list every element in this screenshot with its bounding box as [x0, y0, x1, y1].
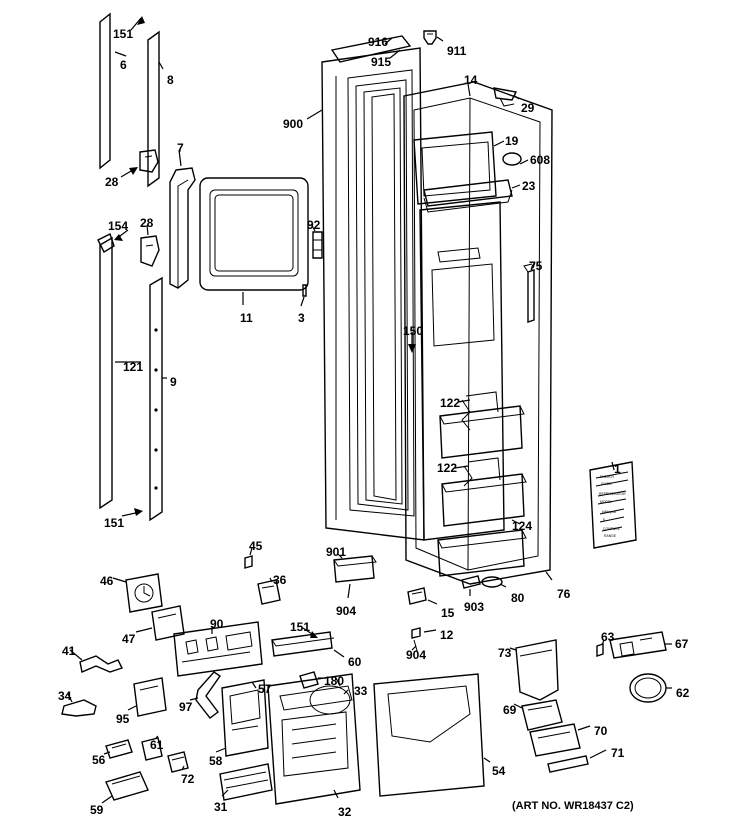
callout-7: 7	[177, 141, 184, 155]
callout-72: 72	[181, 772, 195, 786]
part-47-cover	[152, 606, 184, 640]
callout-47: 47	[122, 632, 136, 646]
callout-151: 151	[290, 620, 311, 634]
callout-124: 124	[512, 519, 533, 533]
part-3-pin	[303, 285, 306, 296]
callout-95: 95	[116, 712, 130, 726]
part-900-freezer-door	[322, 48, 424, 540]
callout-29: 29	[521, 101, 535, 115]
callout-34: 34	[58, 689, 72, 703]
callout-904: 904	[406, 648, 427, 662]
callout-73: 73	[498, 646, 512, 660]
svg-text:REFRIGERATOR: REFRIGERATOR	[599, 492, 626, 496]
part-15-clip	[408, 588, 426, 604]
callout-11: 11	[240, 311, 253, 325]
part-1-energy-label	[590, 462, 636, 548]
part-11-panel	[200, 178, 308, 290]
callout-150: 150	[403, 324, 424, 338]
callout-92: 92	[307, 218, 321, 232]
part-28-hinge-mid	[141, 236, 159, 266]
callout-901: 901	[326, 545, 347, 559]
callout-8: 8	[167, 73, 174, 87]
part-608-cap	[503, 153, 521, 165]
callout-41: 41	[62, 644, 76, 658]
callout-75: 75	[529, 259, 543, 273]
callout-911: 911	[447, 44, 467, 58]
part-916-screw	[424, 31, 436, 44]
callout-58: 58	[209, 754, 223, 768]
callout-180: 180	[324, 674, 345, 688]
callout-151: 151	[113, 27, 134, 41]
part-67-bracket	[610, 632, 666, 658]
callout-46: 46	[100, 574, 114, 588]
part-46-switch	[126, 574, 162, 612]
part-72-clip	[168, 752, 188, 772]
part-56-terminal	[106, 740, 132, 758]
callout-76: 76	[557, 587, 571, 601]
part-151-strip-bottom	[272, 632, 334, 656]
callout-9: 9	[170, 375, 177, 389]
part-59-foot	[106, 772, 148, 800]
svg-text:GUIDE: GUIDE	[601, 482, 612, 486]
callout-154: 154	[108, 219, 129, 233]
callout-122: 122	[437, 461, 458, 475]
callout-63: 63	[601, 630, 615, 644]
part-121-strip	[100, 238, 112, 508]
callout-19: 19	[505, 134, 519, 148]
callout-28: 28	[105, 175, 119, 189]
part-73-cup	[516, 640, 558, 700]
callout-45: 45	[249, 539, 263, 553]
callout-121: 121	[123, 360, 144, 374]
callout-14: 14	[464, 73, 478, 87]
svg-text:kWh/year: kWh/year	[602, 510, 617, 514]
part-7-bracket	[170, 168, 195, 288]
art-number: (ART NO. WR18437 C2)	[512, 800, 634, 812]
callout-69: 69	[503, 703, 517, 717]
callout-97: 97	[179, 700, 193, 714]
part-92-clip	[313, 232, 322, 258]
callout-32: 32	[338, 805, 352, 819]
part-32-dispenser-module	[268, 674, 360, 804]
part-901-handle	[334, 556, 376, 582]
callout-54: 54	[492, 764, 506, 778]
callout-608: 608	[530, 153, 551, 167]
callout-900: 900	[283, 117, 304, 131]
svg-text:$: $	[603, 518, 605, 522]
callout-151: 151	[104, 516, 125, 530]
part-71-pin	[548, 756, 588, 772]
part-54-panel	[374, 674, 484, 796]
callout-122: 122	[440, 396, 461, 410]
part-41-wire	[80, 656, 122, 672]
part-95-relay	[134, 678, 166, 716]
door-inner-assembly	[414, 132, 526, 576]
svg-text:COMPARE: COMPARE	[603, 527, 620, 531]
callout-12: 12	[440, 628, 454, 642]
callout-904: 904	[336, 604, 357, 618]
svg-text:MODEL: MODEL	[600, 500, 613, 504]
callout-70: 70	[594, 724, 608, 738]
callout-60: 60	[348, 655, 362, 669]
svg-text:RANGE: RANGE	[604, 534, 617, 538]
callout-33: 33	[354, 684, 368, 698]
callout-6: 6	[120, 58, 127, 72]
callout-56: 56	[92, 753, 106, 767]
callout-28: 28	[140, 216, 154, 230]
callout-916: 916	[368, 35, 389, 49]
part-63-screw	[597, 644, 603, 656]
callout-36: 36	[273, 573, 287, 587]
part-69-bracket	[522, 700, 562, 730]
callout-71: 71	[611, 746, 625, 760]
part-70-bracket	[530, 724, 580, 756]
callout-67: 67	[675, 637, 689, 651]
callout-90: 90	[210, 617, 224, 631]
part-62-ring	[630, 674, 666, 702]
callout-80: 80	[511, 591, 525, 605]
callout-1: 1	[614, 462, 621, 476]
callout-62: 62	[676, 686, 690, 700]
callout-915: 915	[371, 55, 392, 69]
callout-23: 23	[522, 179, 536, 193]
part-97-lever	[196, 672, 220, 718]
part-6-trim	[100, 14, 110, 168]
callout-59: 59	[90, 803, 104, 817]
part-45-screw	[245, 556, 252, 568]
callout-15: 15	[441, 606, 455, 620]
svg-text:ENERGY: ENERGY	[600, 475, 615, 479]
callout-31: 31	[214, 800, 228, 814]
callout-3: 3	[298, 311, 305, 325]
callout-61: 61	[150, 738, 164, 752]
callout-57: 57	[258, 682, 272, 696]
part-31-tray	[220, 764, 272, 800]
part-9-strip	[150, 278, 162, 520]
part-28-hinge-top	[140, 150, 158, 172]
callout-903: 903	[464, 600, 485, 614]
